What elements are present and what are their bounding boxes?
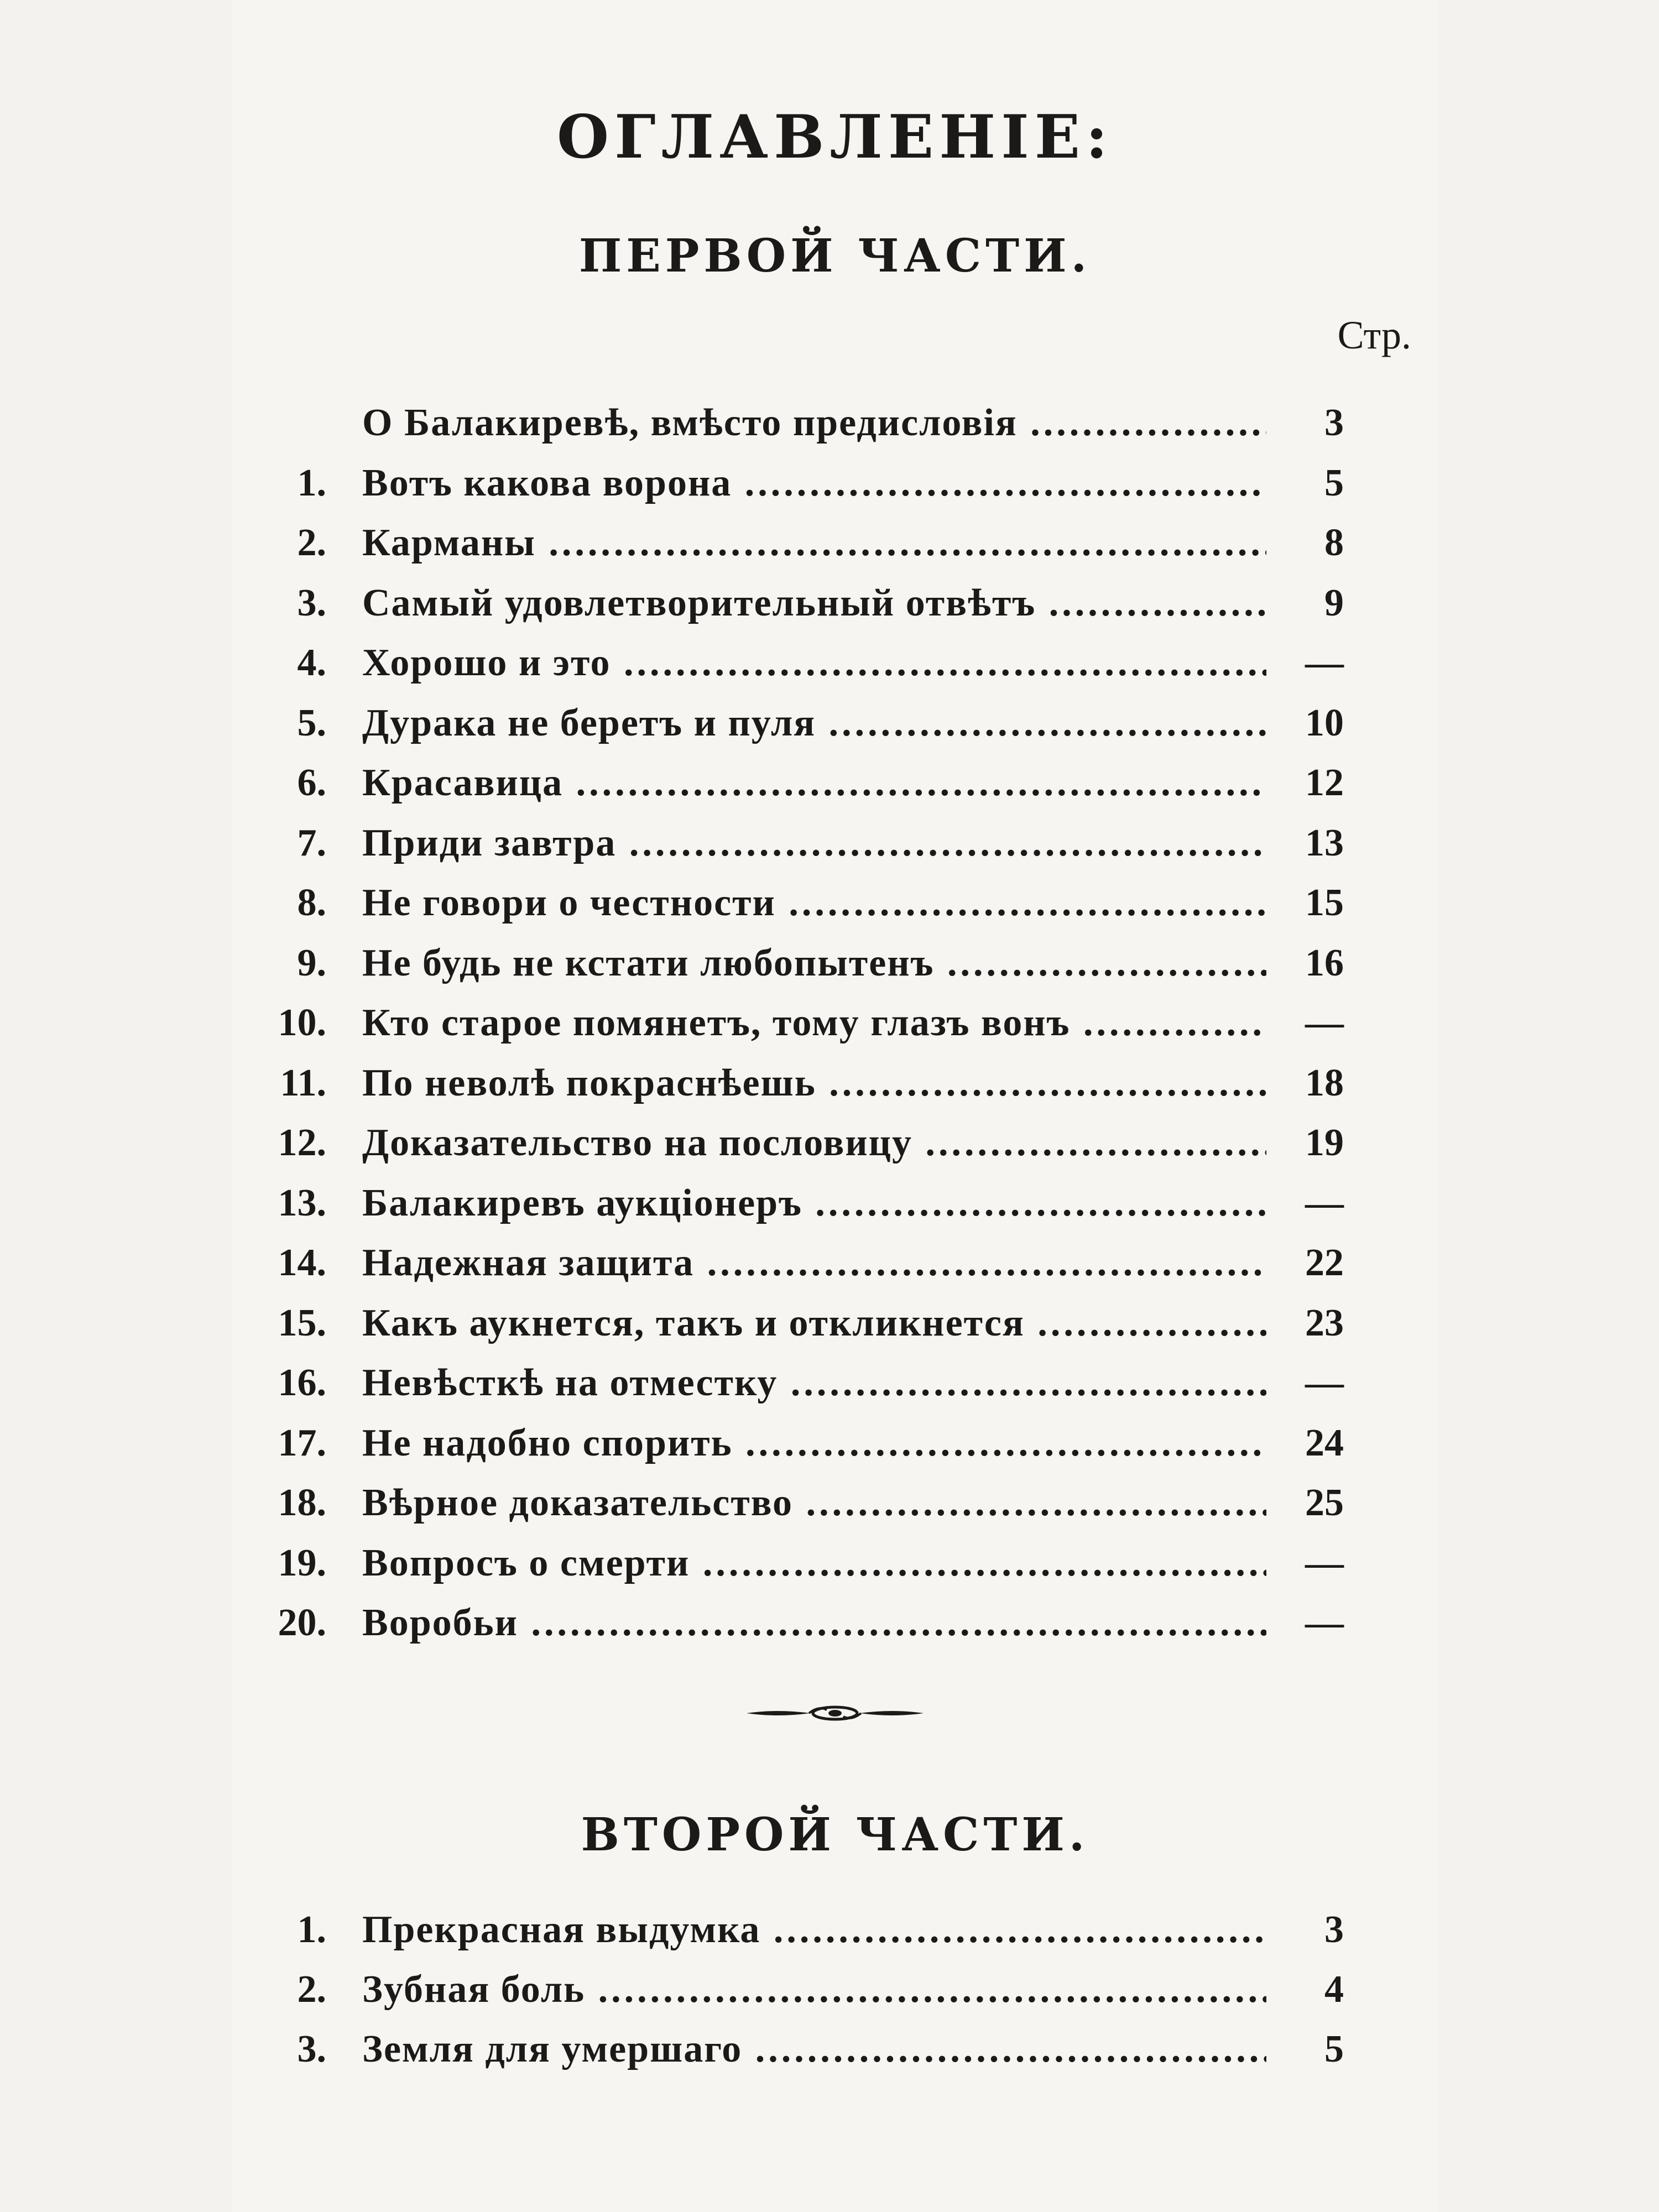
entry-title: Доказательство на пословицу .....: [362, 1115, 1266, 1171]
entry-number: 2.: [297, 1968, 326, 2011]
entry-number: 20.: [278, 1601, 326, 1644]
entry-number: 7.: [297, 821, 326, 864]
entry-number: 3.: [297, 581, 326, 624]
toc-entry: [232, 875, 1344, 931]
entry-page: 13: [1305, 821, 1344, 864]
entry-title: По неволѣ покраснѣешь .....: [362, 1056, 1266, 1111]
page-column-label: Стр.: [1337, 313, 1411, 357]
entry-page: 5: [1324, 461, 1344, 504]
entry-page: —: [1305, 1361, 1344, 1404]
toc-entry: [232, 1475, 1344, 1531]
toc-entry: [232, 456, 1344, 511]
entry-page: —: [1305, 1181, 1344, 1224]
toc-entry: [232, 635, 1344, 691]
entry-number: 12.: [278, 1121, 326, 1164]
entry-number: 2.: [297, 521, 326, 564]
page-title: ОГЛАВЛЕНІЕ:: [557, 102, 1113, 172]
entry-number: 6.: [297, 761, 326, 804]
entry-page: 12: [1305, 761, 1344, 804]
entry-page: 23: [1305, 1301, 1344, 1344]
entry-title: Прекрасная выдумка .....: [362, 1902, 1266, 1958]
toc-entry: [232, 1416, 1344, 1471]
entry-page: 15: [1305, 881, 1344, 924]
entry-page: 16: [1305, 941, 1344, 984]
toc-entry: [232, 936, 1344, 991]
entry-page: —: [1305, 641, 1344, 684]
entry-page: —: [1305, 1541, 1344, 1584]
entry-title: Хорошо и это .....: [362, 635, 1266, 691]
entry-page: 18: [1305, 1061, 1344, 1104]
entry-title: Вотъ какова ворона .....: [362, 456, 1266, 511]
entry-page: —: [1305, 1601, 1344, 1644]
toc-entry: [232, 1355, 1344, 1411]
entry-number: 8.: [297, 881, 326, 924]
book-page: [232, 0, 1438, 2212]
entry-number: 1.: [297, 1908, 326, 1951]
toc-entry: [232, 755, 1344, 811]
entry-title: Зубная боль .....: [362, 1962, 1266, 2017]
entry-title: О Балакиревѣ, вмѣсто предисловія .....: [362, 395, 1266, 451]
toc-entry: [232, 1056, 1344, 1111]
toc-entry: [232, 696, 1344, 751]
entry-page: 8: [1324, 521, 1344, 564]
entry-title: Земля для умершаго .....: [362, 2022, 1266, 2077]
toc-entry: [232, 995, 1344, 1051]
entry-number: 16.: [278, 1361, 326, 1404]
entry-title: Кто старое помянетъ, тому глазъ вонъ .....: [362, 995, 1266, 1051]
entry-title: Невѣсткѣ на отместку .....: [362, 1355, 1266, 1411]
entry-number: 14.: [278, 1241, 326, 1284]
entry-number: 11.: [280, 1061, 326, 1104]
entry-title: Не будь не кстати любопытенъ .....: [362, 936, 1266, 991]
entry-page: 3: [1324, 401, 1344, 444]
entry-number: 5.: [297, 701, 326, 744]
entry-page: 4: [1324, 1968, 1344, 2011]
toc-entry: [232, 395, 1344, 451]
flourish-divider-icon: [744, 1702, 926, 1724]
entry-title: Какъ аукнется, такъ и откликнется .....: [362, 1296, 1266, 1351]
toc-entry: [232, 1595, 1344, 1651]
entry-number: 13.: [278, 1181, 326, 1224]
entry-title: Балакиревъ аукціонеръ .....: [362, 1176, 1266, 1231]
entry-title: Приди завтра .....: [362, 816, 1266, 871]
entry-title: Не говори о честности .....: [362, 875, 1266, 931]
toc-entry: [232, 2022, 1344, 2077]
entry-page: 25: [1305, 1481, 1344, 1524]
entry-title: Дурака не беретъ и пуля .....: [362, 696, 1266, 751]
entry-title: Не надобно спорить .....: [362, 1416, 1266, 1471]
entry-page: 3: [1324, 1908, 1344, 1951]
entry-page: 9: [1324, 581, 1344, 624]
entry-title: Надежная защита .....: [362, 1235, 1266, 1291]
entry-title: Карманы .....: [362, 515, 1266, 571]
toc-entry: [232, 1902, 1344, 1958]
part2-heading: ВТОРОЙ ЧАСТИ.: [581, 1808, 1089, 1861]
entry-number: 15.: [278, 1301, 326, 1344]
entry-number: 4.: [297, 641, 326, 684]
entry-page: 19: [1305, 1121, 1344, 1164]
part1-heading: ПЕРВОЙ ЧАСТИ.: [578, 229, 1092, 283]
toc-entry: [232, 1296, 1344, 1351]
entry-number: 10.: [278, 1001, 326, 1044]
entry-page: 5: [1324, 2028, 1344, 2070]
toc-entry: [232, 1536, 1344, 1591]
toc-entry: [232, 1962, 1344, 2017]
toc-entry: [232, 1176, 1344, 1231]
entry-title: Красавица .....: [362, 755, 1266, 811]
entry-title: Самый удовлетворительный отвѣтъ .....: [362, 576, 1266, 631]
entry-number: 9.: [297, 941, 326, 984]
toc-entry: [232, 816, 1344, 871]
entry-number: 3.: [297, 2028, 326, 2070]
entry-page: —: [1305, 1001, 1344, 1044]
entry-number: 17.: [278, 1421, 326, 1464]
toc-entry: [232, 576, 1344, 631]
entry-page: 10: [1305, 701, 1344, 744]
entry-title: Воробьи .....: [362, 1595, 1266, 1651]
toc-entry: [232, 1235, 1344, 1291]
toc-entry: [232, 1115, 1344, 1171]
toc-entry: [232, 515, 1344, 571]
entry-number: 18.: [278, 1481, 326, 1524]
entry-number: 19.: [278, 1541, 326, 1584]
entry-page: 24: [1305, 1421, 1344, 1464]
entry-title: Вѣрное доказательство .....: [362, 1475, 1266, 1531]
entry-title: Вопросъ о смерти .....: [362, 1536, 1266, 1591]
entry-number: 1.: [297, 461, 326, 504]
entry-page: 22: [1305, 1241, 1344, 1284]
